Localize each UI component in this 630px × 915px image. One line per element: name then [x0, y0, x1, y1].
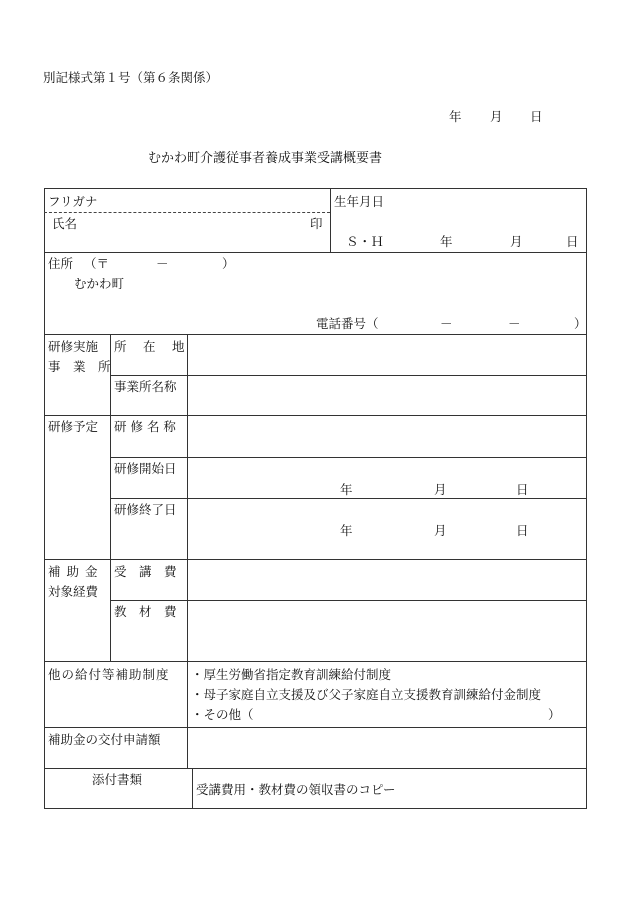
postal-close: ）	[222, 256, 235, 271]
row-divider	[44, 727, 587, 728]
col-divider	[187, 334, 188, 661]
end-year: 年	[340, 523, 353, 538]
postal-dash: －	[156, 256, 169, 271]
start-day: 日	[516, 482, 529, 497]
office-name-label: 事業所名称	[114, 379, 177, 394]
form-number: 別記様式第１号（第６条関係）	[43, 70, 219, 85]
other-close: ）	[548, 707, 561, 722]
row-divider	[110, 498, 587, 499]
materials-label: 教 材 費	[114, 604, 177, 619]
era-label: Ｓ・Ｈ	[346, 234, 384, 249]
subsidy-expenses-label: 補 助 金	[48, 564, 99, 579]
col-divider	[192, 768, 193, 809]
end-month: 月	[434, 523, 447, 538]
row-divider	[44, 415, 587, 416]
row-divider	[44, 559, 587, 560]
subsidy-expenses-label-2: 対象経費	[48, 584, 99, 599]
phone-close: ）	[574, 316, 587, 331]
benefit-item: ・母子家庭自立支援及び父子家庭自立支援教育訓練給付金制度	[191, 687, 542, 702]
training-office-label-2: 事 業 所	[48, 359, 111, 374]
phone-dash-1: －	[440, 316, 453, 331]
phone-dash-2: －	[508, 316, 521, 331]
birth-year-label: 年	[440, 234, 453, 249]
birth-day-label: 日	[566, 234, 579, 249]
address-label: 住所	[48, 256, 74, 271]
row-divider	[44, 661, 587, 662]
other-benefits-label: 他の給付等補助制度	[48, 667, 170, 682]
training-office-label: 研修実施	[48, 339, 99, 354]
grant-amount-label: 補助金の交付申請額	[48, 732, 161, 747]
postal-open: （〒	[84, 256, 110, 271]
birth-month-label: 月	[510, 234, 523, 249]
col-divider	[330, 188, 331, 252]
document-title: むかわ町介護従事者養成事業受講概要書	[148, 151, 383, 166]
header-date-year: 年	[449, 109, 462, 124]
row-divider	[44, 768, 587, 769]
furigana-label: フリガナ	[48, 194, 98, 209]
office-location-label: 所 在 地	[114, 339, 187, 354]
end-date-label: 研修終了日	[114, 502, 177, 517]
furigana-dashed-line	[44, 212, 330, 213]
attachments-label: 添付書類	[92, 772, 143, 787]
attachments-value: 受講費用・教材費の領収書のコピー	[196, 782, 396, 797]
town-label: むかわ町	[74, 276, 125, 291]
seal-label: 印	[310, 216, 323, 231]
row-divider	[110, 457, 587, 458]
row-divider	[44, 334, 587, 335]
course-name-label: 研 修 名 称	[114, 419, 176, 434]
start-year: 年	[340, 482, 353, 497]
name-label: 氏名	[52, 216, 78, 231]
end-day: 日	[516, 523, 529, 538]
row-divider	[110, 375, 587, 376]
start-date-label: 研修開始日	[114, 461, 177, 476]
row-divider	[110, 600, 587, 601]
header-date-day: 日	[530, 109, 543, 124]
benefit-item: ・厚生労働省指定教育訓練給付制度	[191, 667, 392, 682]
tuition-label: 受 講 費	[114, 564, 177, 579]
phone-label: 電話番号（	[316, 316, 379, 331]
birthdate-label: 生年月日	[334, 194, 385, 209]
col-divider	[187, 661, 188, 768]
training-plan-label: 研修予定	[48, 419, 99, 434]
benefit-item: ・その他（	[191, 707, 254, 722]
header-date-month: 月	[490, 109, 503, 124]
col-divider	[110, 334, 111, 661]
start-month: 月	[434, 482, 447, 497]
row-divider	[44, 252, 587, 253]
